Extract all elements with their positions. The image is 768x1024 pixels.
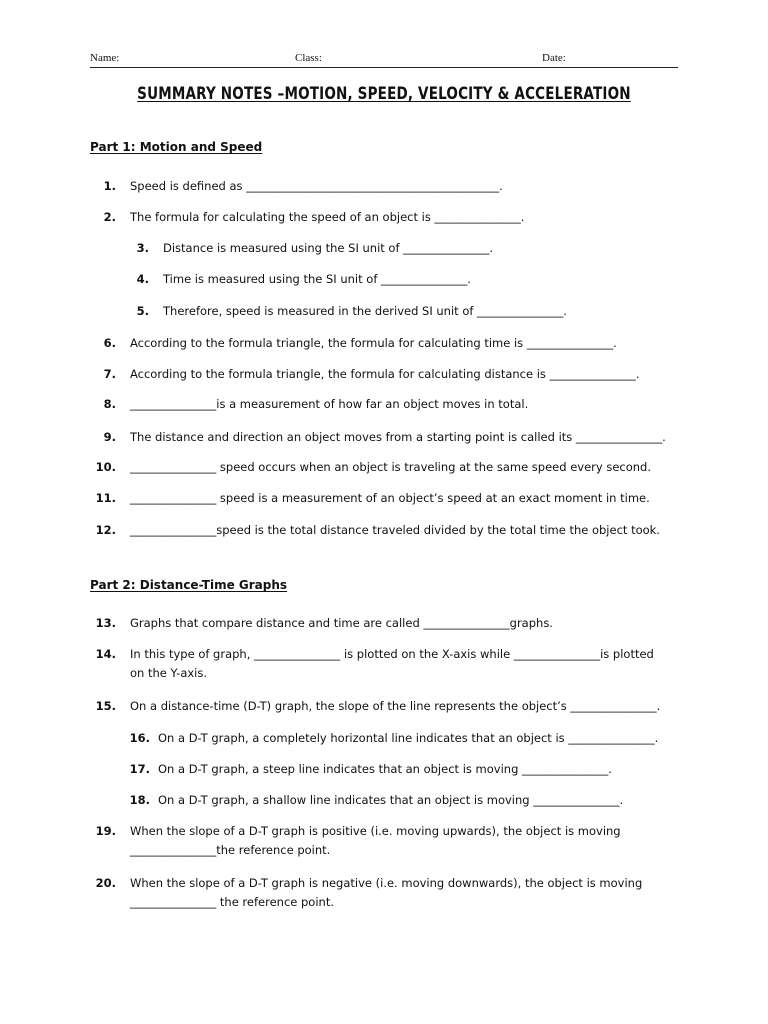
question-text: On a distance-time (D-T) graph, the slope of the line represents the object’s _______________.: [130, 699, 661, 713]
name-label: Name:: [90, 52, 120, 64]
question-text: _______________ speed occurs when an object is traveling at the same speed every second.: [130, 460, 652, 474]
question-number: 3.: [136, 241, 149, 255]
question-number: 1.: [103, 179, 116, 193]
question-number: 9.: [103, 430, 116, 444]
question-number: 10.: [95, 460, 116, 474]
question-number: 12.: [95, 523, 116, 537]
question-text: According to the formula triangle, the formula for calculating time is _______________.: [130, 336, 617, 350]
question-number: 11.: [95, 491, 116, 505]
question-text: The formula for calculating the speed of an object is _______________.: [130, 210, 525, 224]
question-text: Therefore, speed is measured in the derived SI unit of _______________.: [163, 304, 567, 318]
part2-heading: Part 2: Distance-Time Graphs: [90, 578, 288, 592]
question-number: 19.: [95, 824, 116, 838]
question-text: Time is measured using the SI unit of _______________.: [163, 272, 471, 286]
question-text: _______________is a measurement of how far an object moves in total.: [130, 397, 529, 411]
question-text: On a D-T graph, a steep line indicates that an object is moving _______________.: [158, 762, 612, 776]
question-text: On a D-T graph, a shallow line indicates that an object is moving _______________.: [158, 793, 624, 807]
question-number: 17.: [129, 762, 150, 776]
question-number: 2.: [103, 210, 116, 224]
question-number: 5.: [136, 304, 149, 318]
question-text: Speed is defined as ____________________________________________.: [130, 179, 503, 193]
question-text: When the slope of a D-T graph is positive (i.e. moving upwards), the object is moving _______________the reference point.: [130, 824, 621, 857]
question-text: According to the formula triangle, the formula for calculating distance is _______________.: [130, 367, 640, 381]
question-number: 8.: [103, 397, 116, 411]
question-number: 13.: [95, 616, 116, 630]
question-text: _______________speed is the total distance traveled divided by the total time the object took.: [130, 523, 660, 537]
question-text: _______________ speed is a measurement of an object’s speed at an exact moment in time.: [130, 491, 650, 505]
question-number: 18.: [129, 793, 150, 807]
class-label: Class:: [295, 52, 322, 64]
question-text: Graphs that compare distance and time are called _______________graphs.: [130, 616, 553, 630]
question-text: When the slope of a D-T graph is negative (i.e. moving downwards), the object is moving _______________ the reference point.: [130, 876, 643, 909]
question-number: 7.: [103, 367, 116, 381]
question-text: The distance and direction an object moves from a starting point is called its _______________.: [130, 430, 666, 444]
question-text: In this type of graph, _______________ is plotted on the X-axis while _______________is plotted on the Y-axis.: [130, 647, 654, 680]
question-text: On a D-T graph, a completely horizontal line indicates that an object is _______________.: [158, 731, 659, 745]
document-title: SUMMARY NOTES –MOTION, SPEED, VELOCITY & ACCELERATION: [137, 84, 631, 103]
date-label: Date:: [542, 52, 566, 64]
question-number: 4.: [136, 272, 149, 286]
part1-heading: Part 1: Motion and Speed: [90, 140, 263, 154]
question-number: 20.: [95, 876, 116, 890]
document-title-container: [0, 84, 768, 104]
header-fields: [90, 51, 678, 68]
question-number: 15.: [95, 699, 116, 713]
question-text: Distance is measured using the SI unit of _______________.: [163, 241, 494, 255]
question-number: 14.: [95, 647, 116, 661]
question-number: 16.: [129, 731, 150, 745]
question-number: 6.: [103, 336, 116, 350]
